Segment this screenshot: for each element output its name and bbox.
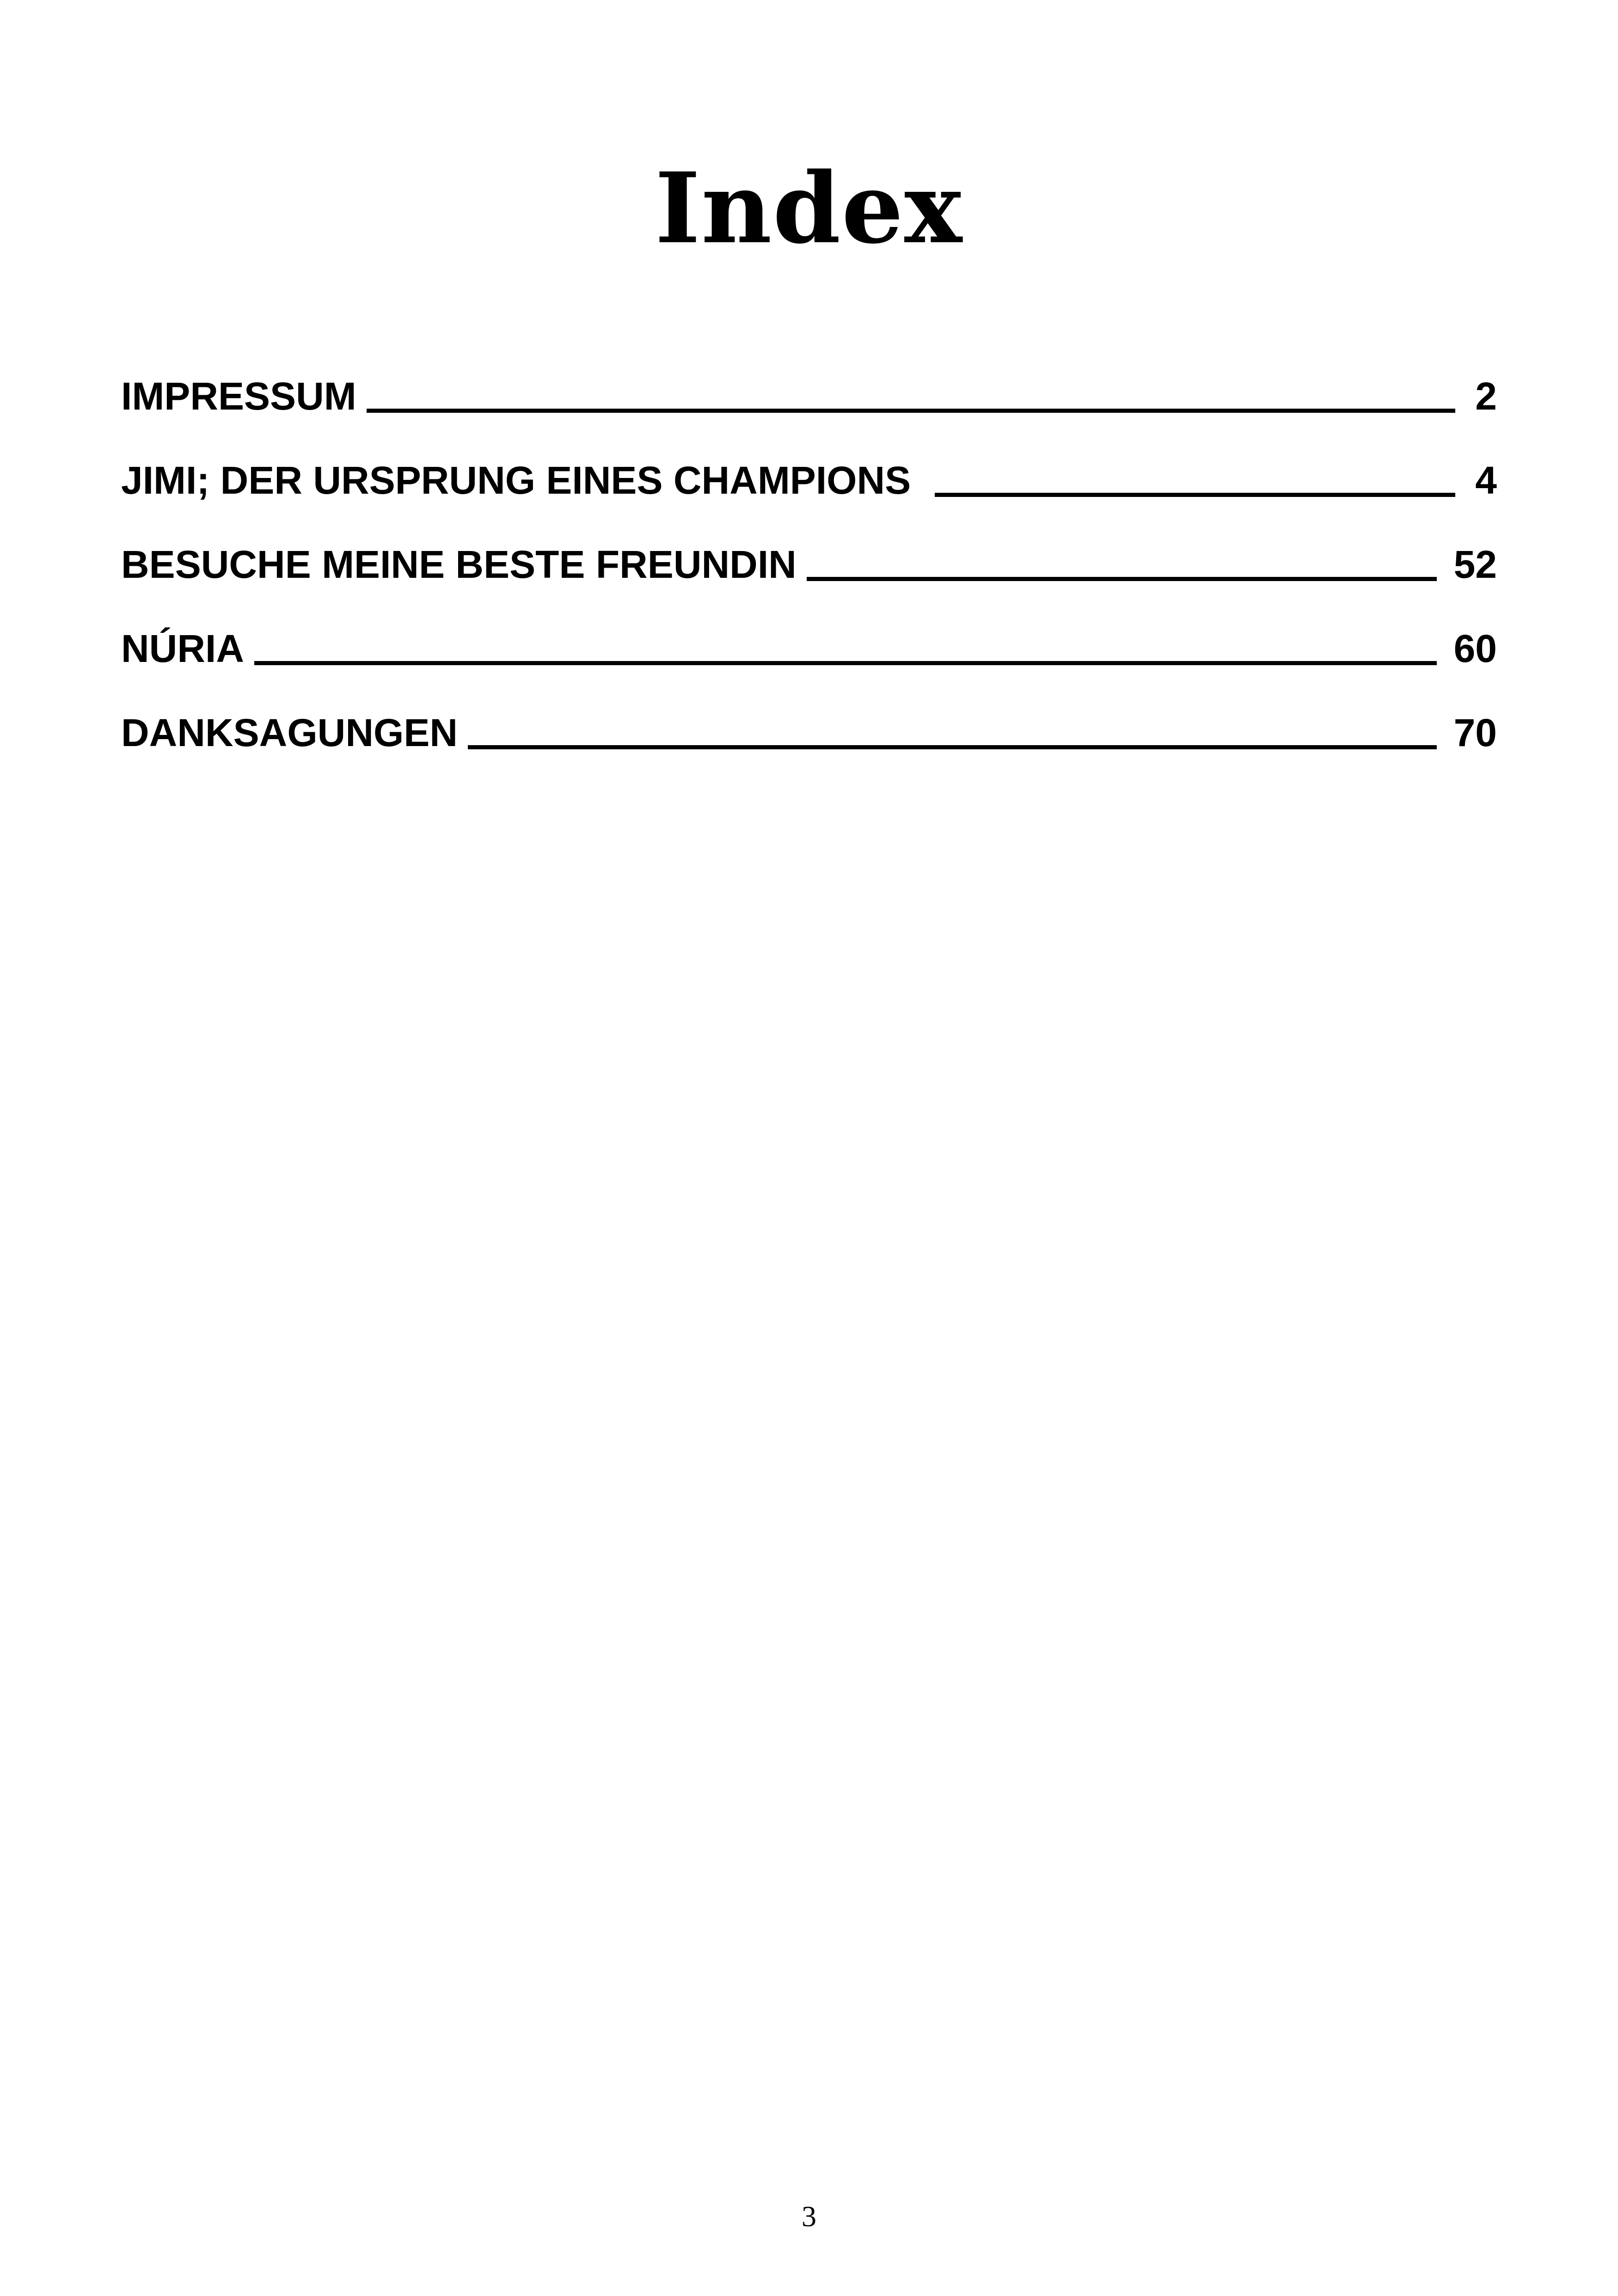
toc-entry[interactable] [121, 672, 1497, 756]
page-number: 3 [802, 2200, 816, 2233]
toc-leader-line [807, 577, 1437, 581]
toc-entry-page: 2 [1475, 374, 1497, 418]
toc-entry[interactable] [121, 335, 1497, 419]
toc-entry[interactable] [121, 419, 1497, 503]
toc-entry-title: JIMI; DER URSPRUNG EINES CHAMPIONS [121, 459, 911, 502]
toc-entry-page: 4 [1475, 459, 1497, 502]
toc-leader-line [935, 493, 1455, 497]
toc-leader-line [468, 745, 1437, 749]
toc-leader-line [367, 409, 1455, 413]
page-title: Index [655, 151, 963, 265]
toc-entry-page: 52 [1453, 543, 1497, 586]
toc-entry-page: 70 [1453, 711, 1497, 754]
toc-entry-title: DANKSAGUNGEN [121, 711, 458, 754]
table-of-contents [121, 335, 1497, 756]
toc-entry-title: NÚRIA [121, 627, 244, 670]
toc-entry[interactable] [121, 503, 1497, 588]
toc-entry-title: BESUCHE MEINE BESTE FREUNDIN [121, 543, 797, 586]
toc-entry[interactable] [121, 588, 1497, 672]
toc-leader-line [254, 661, 1437, 665]
toc-entry-title: IMPRESSUM [121, 374, 356, 418]
toc-entry-page: 60 [1453, 627, 1497, 670]
